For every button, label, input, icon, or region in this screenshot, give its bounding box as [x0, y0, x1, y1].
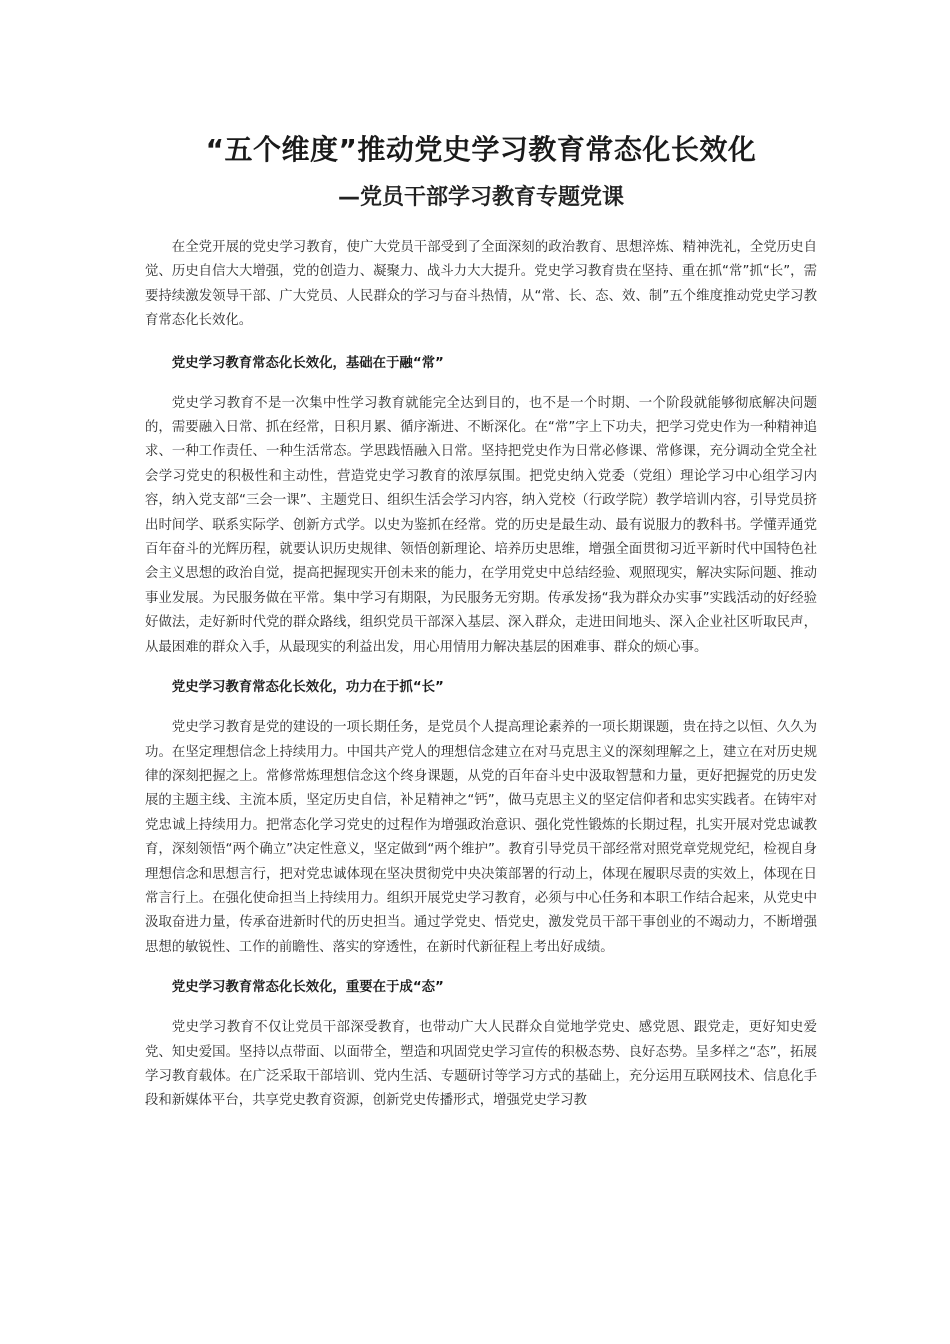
document-subtitle: —党员干部学习教育专题党课 [337, 185, 624, 210]
section-body-2: 党史学习教育是党的建设的一项长期任务，是党员个人提高理论素养的一项长期课题，贵在持之以恒、久久为功。在坚定理想信念上持续用力。中国共产党人的理想信念建立在对马克思主义的深刻理解之上，建立在对历史规律的深刻把握之上。常修常炼理想信念这个终身课题，从党的百年奋斗史中汲取智慧和力量，更好把握党的历史发展的主题主线、主流本质，坚定历史自信，补足精神之“钙”，做马克思主义的坚定信仰者和忠实实践者。在铸牢对党忠诚上持续用力。把常态化学习党史的过程作为增强政治意识、强化党性锻炼的长期过程，扎实开展对党忠诚教育，深刻领悟“两个确立”决定性意义，坚定做到“两个维护”。教育引导党员干部经常对照党章党规党纪，检视自身理想信念和思想言行，把对党忠诚体现在坚决贯彻党中央决策部署的行动上，体现在履职尽责的实效上，体现在日常言行上。在强化使命担当上持续用力。组织开展党史学习教育，必须与中心任务和本职工作结合起来，从党史中汲取奋进力量，传承奋进新时代的历史担当。通过学党史、悟党史，激发党员干部干事创业的不竭动力，不断增强思想的敏锐性、工作的前瞻性、落实的穿透性，在新时代新征程上考出好成绩。 [145, 720, 817, 955]
section-heading-2: 党史学习教育常态化长效化，功力在于抓“长” [171, 680, 444, 696]
intro-paragraph: 在全党开展的党史学习教育，使广大党员干部受到了全面深刻的政治教育、思想淬炼、精神洗礼，全党历史自觉、历史自信大大增强，党的创造力、凝聚力、战斗力大大提升。党史学习教育贵在坚持、重在抓“常”抓“长”，需要持续激发领导干部、广大党员、人民群众的学习与奋斗热情，从“常、长、态、效、制”五个维度推动党史学习教育常态化长效化。 [145, 240, 817, 329]
section-body-3: 党史学习教育不仅让党员干部深受教育，也带动广大人民群众自觉地学党史、感党恩、跟党走，更好知史爱党、知史爱国。坚持以点带面、以面带全，塑造和巩固党史学习宣传的积极态势、良好态势。呈多样之“态”，拓展学习教育载体。在广泛采取干部培训、党内生活、专题研讨等学习方式的基础上，充分运用互联网技术、信息化手段和新媒体平台，共享党史教育资源，创新党史传播形式，增强党史学习教 [145, 1020, 817, 1109]
document-page [145, 128, 817, 1114]
section-heading-1: 党史学习教育常态化长效化，基础在于融“常” [171, 355, 444, 371]
document-title: “五个维度”推动党史学习教育常态化长效化 [205, 133, 757, 166]
section-body-1: 党史学习教育不是一次集中性学习教育就能完全达到目的，也不是一个时期、一个阶段就能够彻底解决问题的，需要融入日常、抓在经常，日积月累、循序渐进、不断深化。在“常”字上下功夫，把学习党史作为一种精神追求、一种工作责任、一种生活常态。学思践悟融入日常。坚持把党史作为日常必修课、常修课，充分调动全党全社会学习党史的积极性和主动性，营造党史学习教育的浓厚氛围。把党史纳入党委（党组）理论学习中心组学习内容，纳入党支部“三会一课”、主题党日、组织生活会学习内容，纳入党校（行政学院）教学培训内容，引导党员挤出时间学、联系实际学、创新方式学。以史为鉴抓在经常。党的历史是最生动、最有说服力的教科书。学懂弄通党百年奋斗的光辉历程，就要认识历史规律、领悟创新理论、培养历史思维，增强全面贯彻习近平新时代中国特色社会主义思想的政治自觉，提高把握现实开创未来的能力，在学用党史中总结经验、观照现实，解决实际问题、推动事业发展。为民服务做在平常。集中学习有期限，为民服务无穷期。传承发扬“我为群众办实事”实践活动的好经验好做法，走好新时代党的群众路线，组织党员干部深入基层、深入群众，走进田间地头、深入企业社区听取民声，从最困难的群众入手，从最现实的利益出发，用心用情用力解决基层的困难事、群众的烦心事。 [145, 395, 817, 655]
section-heading-3: 党史学习教育常态化长效化，重要在于成“态” [171, 980, 444, 996]
